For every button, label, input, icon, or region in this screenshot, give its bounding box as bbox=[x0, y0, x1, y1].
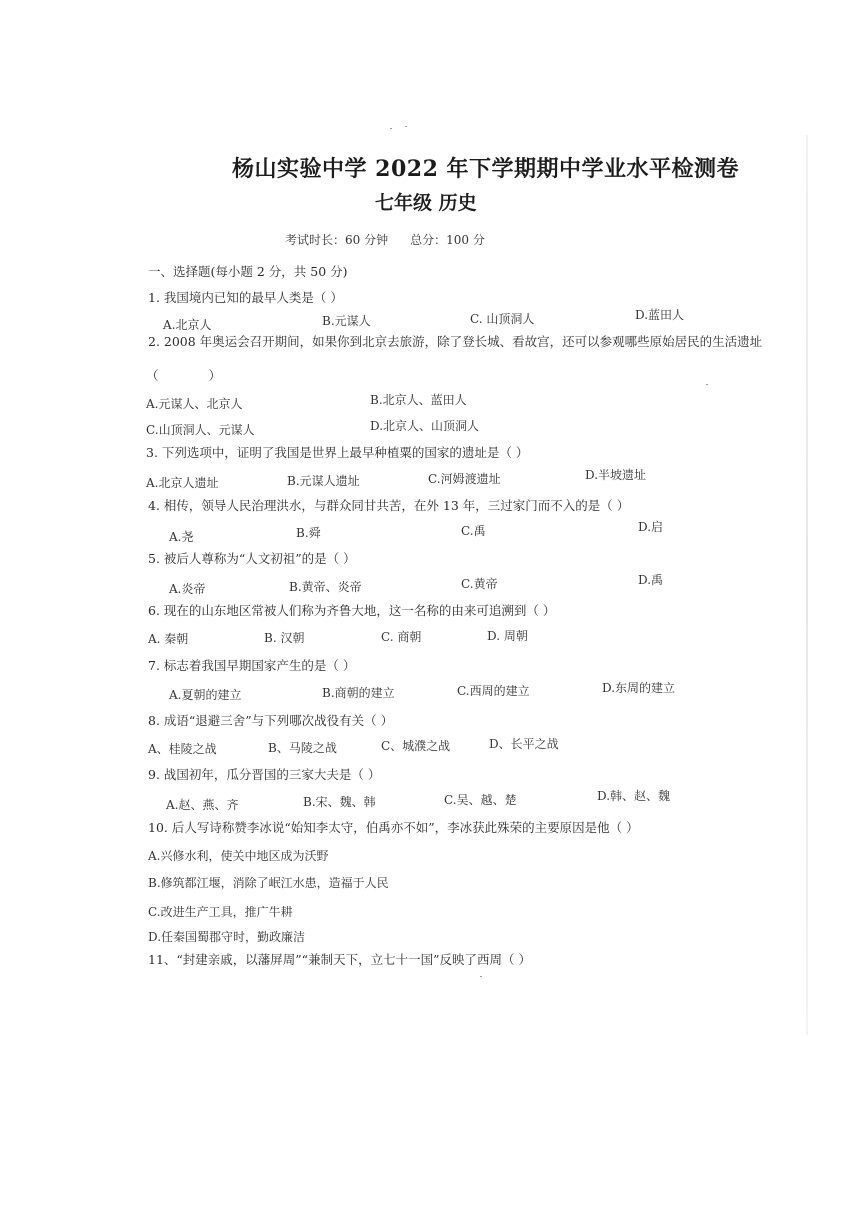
option-7a: A.夏朝的建立 bbox=[169, 688, 242, 702]
option-10b: B.修筑都江堰，消除了岷江水患，造福于人民 bbox=[148, 876, 389, 890]
option-5c: C.黄帝 bbox=[461, 577, 498, 591]
option-3a: A.北京人遗址 bbox=[146, 476, 219, 490]
exam-total-score: 总分：100 分 bbox=[410, 233, 485, 247]
question-10: 10. 后人写诗称赞李冰说“始知李太守，伯禹亦不如”，李冰获此殊荣的主要原因是他（ ） bbox=[148, 820, 639, 835]
option-3c: C.河姆渡遗址 bbox=[428, 472, 501, 486]
option-6d: D. 周朝 bbox=[487, 629, 528, 643]
question-4: 4. 相传，领导人民治理洪水，与群众同甘共苦，在外 13 年，三过家门而不入的是（ ） bbox=[148, 498, 630, 513]
option-8d: D、长平之战 bbox=[489, 737, 559, 751]
scan-speck bbox=[405, 126, 407, 127]
question-1: 1. 我国境内已知的最早人类是（ ） bbox=[148, 290, 343, 305]
question-11: 11、“封建亲戚，以藩屏周”“兼制天下，立七十一国”反映了西周（ ） bbox=[148, 952, 531, 967]
option-8a: A、桂陵之战 bbox=[148, 742, 217, 756]
option-2a: A.元谋人、北京人 bbox=[146, 397, 243, 411]
option-6a: A. 秦朝 bbox=[148, 632, 189, 646]
scan-edge-shadow bbox=[806, 135, 808, 1035]
option-1a: A.北京人 bbox=[163, 318, 212, 332]
option-1d: D.蓝田人 bbox=[635, 308, 685, 322]
question-2: 2. 2008 年奥运会召开期间，如果你到北京去旅游，除了登长城、看故宫，还可以参观哪些原始居民的生活遗址 bbox=[148, 334, 763, 349]
option-10d: D.任秦国蜀郡守时，勤政廉洁 bbox=[148, 930, 306, 944]
exam-duration: 考试时长：60 分钟 bbox=[285, 233, 389, 247]
option-10a: A.兴修水利，使关中地区成为沃野 bbox=[148, 849, 329, 863]
question-5: 5. 被后人尊称为“人文初祖”的是（ ） bbox=[148, 551, 356, 566]
scan-speck bbox=[390, 128, 392, 129]
option-1c: C. 山顶洞人 bbox=[470, 312, 535, 326]
option-6b: B. 汉朝 bbox=[264, 631, 305, 645]
option-4d: D.启 bbox=[638, 520, 664, 534]
option-1b: B.元谋人 bbox=[322, 314, 371, 328]
option-5b: B.黄帝、炎帝 bbox=[289, 580, 362, 594]
option-5a: A.炎帝 bbox=[169, 582, 206, 596]
option-6c: C. 商朝 bbox=[381, 630, 422, 644]
question-3: 3. 下列选项中，证明了我国是世界上最早种植粟的国家的遗址是（ ） bbox=[146, 445, 529, 460]
question-8: 8. 成语“退避三舍”与下列哪次战役有关（ ） bbox=[148, 713, 394, 728]
question-7: 7. 标志着我国早期国家产生的是（ ） bbox=[148, 658, 356, 673]
exam-info bbox=[285, 231, 485, 248]
option-8c: C、城濮之战 bbox=[381, 739, 451, 753]
question-6: 6. 现在的山东地区常被人们称为齐鲁大地，这一名称的由来可追溯到（ ） bbox=[148, 603, 556, 618]
option-3d: D.半坡遗址 bbox=[585, 468, 647, 482]
scan-speck bbox=[480, 976, 482, 977]
scan-speck bbox=[706, 384, 708, 385]
option-5d: D.禹 bbox=[638, 573, 664, 587]
option-4c: C.禹 bbox=[461, 524, 486, 538]
option-9c: C.吴、越、楚 bbox=[444, 793, 517, 807]
page-title: 杨山实验中学 2022 年下学期期中学业水平检测卷 bbox=[232, 156, 740, 182]
option-2d: D.北京人、山顶洞人 bbox=[370, 419, 480, 433]
option-9d: D.韩、赵、魏 bbox=[597, 789, 671, 803]
option-2c: C.山顶洞人、元谋人 bbox=[146, 423, 255, 437]
option-4a: A.尧 bbox=[169, 530, 194, 544]
option-7c: C.西周的建立 bbox=[457, 684, 530, 698]
question-9: 9. 战国初年，瓜分晋国的三家大夫是（ ） bbox=[148, 767, 381, 782]
section-heading: 一、选择题(每小题 2 分，共 50 分) bbox=[148, 264, 348, 279]
option-7b: B.商朝的建立 bbox=[322, 686, 395, 700]
option-2b: B.北京人、蓝田人 bbox=[370, 393, 467, 407]
question-2-blank: （ ） bbox=[146, 368, 222, 383]
option-8b: B、马陵之战 bbox=[268, 741, 337, 755]
option-7d: D.东周的建立 bbox=[602, 681, 676, 695]
option-9b: B.宋、魏、韩 bbox=[303, 795, 376, 809]
page-subtitle: 七年级 历史 bbox=[375, 192, 477, 214]
option-3b: B.元谋人遗址 bbox=[287, 474, 360, 488]
option-10c: C.改进生产工具，推广牛耕 bbox=[148, 905, 293, 919]
option-9a: A.赵、燕、齐 bbox=[166, 798, 239, 812]
option-4b: B.舜 bbox=[296, 526, 321, 540]
